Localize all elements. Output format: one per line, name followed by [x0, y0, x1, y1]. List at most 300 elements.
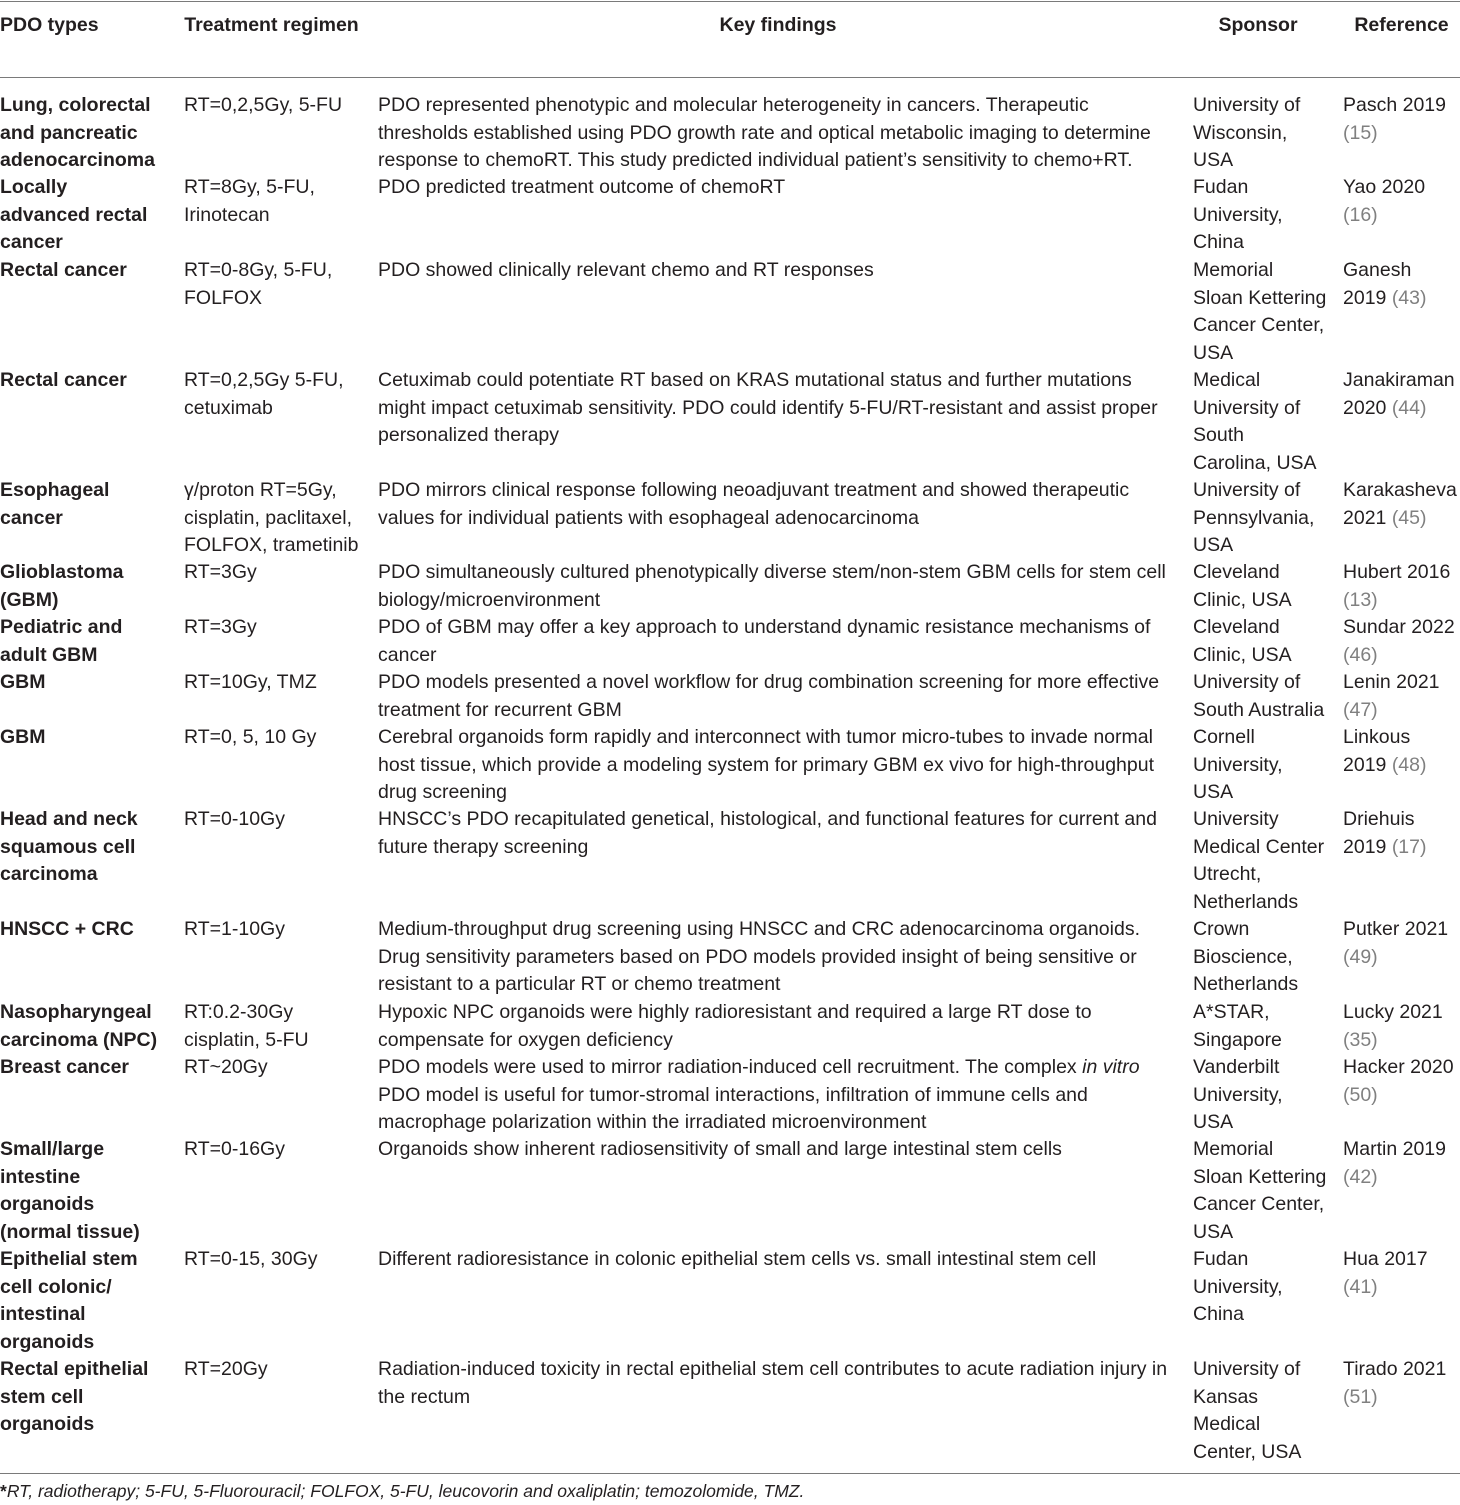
table-bottom-rule [0, 1473, 1460, 1474]
treatment-cell [184, 92, 369, 120]
findings-line: compensate for oxygen deficiency [378, 1028, 673, 1051]
reference-citation-link[interactable]: (17) [1391, 835, 1427, 858]
sponsor-line: Carolina, USA [1193, 451, 1317, 474]
sponsor-cell [1193, 669, 1333, 724]
reference-line [1343, 367, 1460, 395]
reference-author-year: Martin 2019 [1343, 1138, 1446, 1160]
reference-author-year: Driehuis [1343, 808, 1415, 830]
treatment-line: cisplatin, 5-FU [184, 1028, 309, 1051]
sponsor-line: South [1193, 424, 1244, 446]
sponsor-line: USA [1193, 1111, 1234, 1133]
findings-line: resistant to a particular RT or chemo treatment [378, 973, 781, 995]
findings-cell [378, 1246, 1178, 1274]
sponsor-line: Wisconsin, [1193, 121, 1288, 144]
sponsor-cell [1193, 477, 1333, 560]
reference-citation-link[interactable]: (45) [1391, 506, 1427, 529]
reference-citation-link[interactable]: (48) [1391, 753, 1427, 776]
sponsor-line: USA [1193, 534, 1234, 556]
sponsor-cell [1193, 1136, 1333, 1246]
sponsor-line: Singapore [1193, 1028, 1282, 1051]
sponsor-line: Crown [1193, 918, 1250, 940]
pdo-type-line: Rectal cancer [0, 259, 127, 281]
findings-cell [378, 916, 1178, 999]
reference-author-year: Yao 2020 [1343, 176, 1426, 198]
pdo-type-line: Rectal epithelial [0, 1358, 149, 1380]
treatment-line: RT=0,2,5Gy 5-FU, [184, 369, 344, 391]
reference-line [1343, 642, 1460, 670]
reference-citation-link[interactable]: (49) [1343, 945, 1378, 968]
sponsor-cell [1193, 916, 1333, 999]
pdo-type-line: cancer [0, 231, 63, 253]
findings-line: PDO model is useful for tumor-stromal interactions, infiltration of immune cells and [378, 1083, 1088, 1106]
sponsor-line: Clinic, USA [1193, 588, 1292, 611]
pdo-type-cell [0, 257, 175, 285]
sponsor-line: University, [1193, 203, 1283, 226]
treatment-line: RT=0, 5, 10 Gy [184, 726, 317, 748]
pdo-type-line: HNSCC + CRC [0, 918, 134, 940]
pdo-type-cell [0, 669, 175, 697]
findings-line: macrophage polarization within the irradiated microenvironment [378, 1111, 927, 1133]
findings-italic-text: in vitro [1082, 1056, 1140, 1078]
sponsor-line: Cleveland [1193, 616, 1280, 638]
header-sponsor: Sponsor [1218, 14, 1298, 36]
reference-year: 2019 [1343, 835, 1387, 858]
reference-line [1343, 834, 1460, 862]
sponsor-line: University of [1193, 479, 1301, 501]
sponsor-line: Memorial [1193, 259, 1274, 281]
sponsor-line: Cancer Center, [1193, 314, 1325, 336]
pdo-type-line: (GBM) [0, 588, 59, 611]
reference-line [1343, 697, 1460, 725]
sponsor-line: University of [1193, 671, 1301, 693]
treatment-line: cisplatin, paclitaxel, [184, 506, 352, 529]
reference-cell [1343, 1054, 1460, 1109]
reference-author-year: Lenin 2021 [1343, 671, 1440, 693]
reference-citation-link[interactable]: (50) [1343, 1083, 1378, 1106]
header-reference: Reference [1354, 14, 1449, 36]
reference-cell [1343, 1356, 1460, 1411]
findings-cell [378, 174, 1178, 202]
treatment-cell [184, 1356, 369, 1384]
sponsor-cell [1193, 257, 1333, 367]
treatment-cell [184, 1136, 369, 1164]
findings-line: PDO mirrors clinical response following neoadjuvant treatment and showed therapeutic [378, 479, 1130, 501]
sponsor-line: Memorial [1193, 1138, 1274, 1160]
sponsor-line: Clinic, USA [1193, 643, 1292, 666]
reference-line [1343, 174, 1460, 202]
reference-citation-link[interactable]: (15) [1343, 121, 1378, 144]
footnote-text: RT, radiotherapy; 5-FU, 5-Fluorouracil; FOLFOX, 5-FU, leucovorin and oxaliplatin; temozolomide, TMZ. [6, 1481, 805, 1501]
treatment-line: RT=0-16Gy [184, 1138, 285, 1160]
sponsor-line: Utrecht, [1193, 863, 1262, 885]
reference-cell [1343, 1246, 1460, 1301]
reference-line [1343, 614, 1460, 642]
sponsor-line: USA [1193, 1220, 1234, 1243]
sponsor-cell [1193, 806, 1333, 916]
pdo-type-cell [0, 1246, 175, 1356]
pdo-type-line: Breast cancer [0, 1056, 129, 1078]
findings-cell [378, 559, 1178, 614]
sponsor-line: Medical Center [1193, 835, 1325, 858]
reference-line [1343, 806, 1460, 834]
sponsor-cell [1193, 1246, 1333, 1329]
findings-line: Organoids show inherent radiosensitivity of small and large intestinal stem cells [378, 1138, 1062, 1160]
reference-line [1343, 999, 1460, 1027]
findings-line: might impact cetuximab sensitivity. PDO could identify 5-FU/RT-resistant and assist proper [378, 396, 1158, 419]
reference-line [1343, 1246, 1460, 1274]
reference-citation-link[interactable]: (42) [1343, 1165, 1378, 1188]
pdo-type-line: stem cell [0, 1385, 84, 1408]
treatment-line: RT:0.2-30Gy [184, 1001, 294, 1023]
reference-citation-link[interactable]: (46) [1343, 643, 1378, 666]
findings-line: Radiation-induced toxicity in rectal epithelial stem cell contributes to acute radiation injury in [378, 1358, 1168, 1380]
sponsor-cell [1193, 724, 1333, 807]
treatment-cell [184, 559, 369, 587]
findings-text: PDO models were used to mirror radiation-induced cell recruitment. The complex [378, 1056, 1083, 1078]
findings-line: PDO simultaneously cultured phenotypically diverse stem/non-stem GBM cells for stem cell [378, 561, 1166, 583]
sponsor-cell [1193, 559, 1333, 614]
findings-cell [378, 669, 1178, 724]
footnote-mark: * [0, 1481, 7, 1501]
header-treatment-regimen: Treatment regimen [184, 14, 359, 36]
sponsor-line: China [1193, 1303, 1244, 1325]
sponsor-line: University of [1193, 1358, 1301, 1380]
pdo-type-cell [0, 1356, 175, 1439]
findings-cell [378, 999, 1178, 1054]
sponsor-line: Bioscience, [1193, 945, 1293, 968]
treatment-line: RT=8Gy, 5-FU, [184, 176, 315, 198]
treatment-line: RT=10Gy, TMZ [184, 671, 317, 693]
footnote [0, 1481, 804, 1502]
reference-line [1343, 1054, 1460, 1082]
pdo-type-line: Rectal cancer [0, 369, 127, 391]
findings-line: PDO represented phenotypic and molecular heterogeneity in cancers. Therapeutic [378, 94, 1089, 116]
reference-line [1343, 1164, 1460, 1192]
pdo-type-cell [0, 999, 175, 1054]
treatment-line: RT=0-10Gy [184, 808, 285, 830]
reference-cell [1343, 916, 1460, 971]
sponsor-line: Cornell [1193, 726, 1255, 748]
sponsor-line: Vanderbilt [1193, 1056, 1280, 1078]
pdo-type-line: Small/large [0, 1138, 105, 1160]
findings-line: response to chemoRT. This study predicted individual patient’s sensitivity to chemo+RT. [378, 149, 1133, 171]
findings-line: treatment for recurrent GBM [378, 698, 622, 721]
sponsor-line: University of [1193, 396, 1301, 419]
reference-cell [1343, 174, 1460, 229]
pdo-type-cell [0, 724, 175, 752]
sponsor-cell [1193, 614, 1333, 669]
findings-line [378, 1054, 1178, 1082]
reference-author-year: Linkous [1343, 726, 1411, 748]
table-top-rule [0, 1, 1460, 2]
reference-author-year: Putker 2021 [1343, 918, 1449, 940]
pdo-type-line: carcinoma (NPC) [0, 1028, 158, 1051]
treatment-cell [184, 367, 369, 422]
reference-author-year: Hua 2017 [1343, 1248, 1428, 1270]
findings-line: biology/microenvironment [378, 588, 601, 611]
sponsor-line: Kansas [1193, 1385, 1259, 1408]
reference-citation-link[interactable]: (16) [1343, 203, 1378, 226]
reference-author-year: Sundar 2022 [1343, 616, 1455, 638]
sponsor-line: A*STAR, [1193, 1001, 1270, 1023]
pdo-type-cell [0, 1136, 175, 1246]
pdo-type-line: cell colonic/ [0, 1275, 112, 1298]
reference-cell [1343, 559, 1460, 614]
sponsor-cell [1193, 1054, 1333, 1137]
reference-author-year: Hacker 2020 [1343, 1056, 1454, 1078]
reference-line [1343, 724, 1460, 752]
treatment-line: RT=1-10Gy [184, 918, 285, 940]
reference-line [1343, 752, 1460, 780]
reference-line [1343, 202, 1460, 230]
findings-line: Cerebral organoids form rapidly and interconnect with tumor micro-tubes to invade normal [378, 726, 1153, 748]
reference-line [1343, 1384, 1460, 1412]
pdo-type-line: adenocarcinoma [0, 149, 155, 171]
sponsor-line: University, [1193, 1083, 1283, 1106]
reference-citation-link[interactable]: (43) [1391, 286, 1427, 309]
sponsor-line: University [1193, 808, 1279, 830]
findings-line: values for individual patients with esophageal adenocarcinoma [378, 506, 919, 529]
sponsor-line: Cleveland [1193, 561, 1280, 583]
findings-line: PDO predicted treatment outcome of chemoRT [378, 176, 786, 198]
treatment-cell [184, 999, 369, 1054]
treatment-line: RT=0-8Gy, 5-FU, [184, 259, 333, 281]
findings-line: drug screening [378, 781, 507, 803]
reference-line [1343, 1356, 1460, 1384]
reference-author-year: Lucky 2021 [1343, 1001, 1443, 1023]
pdo-type-line: carcinoma [0, 863, 98, 885]
reference-year: 2021 [1343, 506, 1387, 529]
pdo-type-line: Glioblastoma [0, 561, 124, 583]
treatment-line: cetuximab [184, 396, 273, 419]
pdo-type-line: cancer [0, 506, 63, 529]
reference-line [1343, 1274, 1460, 1302]
reference-author-year: Ganesh [1343, 259, 1412, 281]
reference-line [1343, 1027, 1460, 1055]
pdo-type-line: GBM [0, 726, 46, 748]
findings-line: PDO models presented a novel workflow for drug combination screening for more effective [378, 671, 1160, 693]
header-key-findings: Key findings [719, 14, 837, 36]
sponsor-line: Netherlands [1193, 890, 1299, 913]
findings-line: PDO showed clinically relevant chemo and RT responses [378, 259, 874, 281]
findings-cell [378, 367, 1178, 450]
treatment-cell [184, 614, 369, 642]
reference-line [1343, 1082, 1460, 1110]
pdo-type-cell [0, 367, 175, 395]
findings-line: Medium-throughput drug screening using HNSCC and CRC adenocarcinoma organoids. [378, 918, 1140, 940]
sponsor-line: Center, USA [1193, 1440, 1302, 1463]
treatment-cell [184, 669, 369, 697]
treatment-line: RT=0-15, 30Gy [184, 1248, 318, 1270]
findings-line: HNSCC’s PDO recapitulated genetical, histological, and functional features for current and [378, 808, 1157, 830]
pdo-type-cell [0, 916, 175, 944]
reference-line [1343, 669, 1460, 697]
pdo-type-line: and pancreatic [0, 121, 138, 144]
reference-cell [1343, 257, 1460, 312]
treatment-cell [184, 477, 369, 560]
pdo-type-line: organoids [0, 1413, 95, 1435]
reference-cell [1343, 724, 1460, 779]
sponsor-line: USA [1193, 781, 1234, 803]
findings-cell [378, 1136, 1178, 1164]
sponsor-line: Medical [1193, 369, 1261, 391]
reference-line [1343, 505, 1460, 533]
sponsor-cell [1193, 1356, 1333, 1466]
treatment-line: FOLFOX, trametinib [184, 534, 359, 556]
sponsor-line: University, [1193, 753, 1283, 776]
pdo-type-line: adult GBM [0, 643, 98, 666]
reference-line [1343, 1136, 1460, 1164]
reference-cell [1343, 669, 1460, 724]
reference-citation-link[interactable]: (44) [1391, 396, 1427, 419]
reference-line [1343, 587, 1460, 615]
pdo-type-cell [0, 559, 175, 614]
header-rule [0, 77, 1460, 78]
treatment-line: RT=3Gy [184, 616, 257, 638]
sponsor-cell [1193, 92, 1333, 175]
reference-citation-link[interactable]: (13) [1343, 588, 1378, 611]
sponsor-line: University, [1193, 1275, 1283, 1298]
reference-citation-link[interactable]: (35) [1343, 1028, 1378, 1051]
treatment-line: Irinotecan [184, 203, 270, 226]
pdo-type-line: Nasopharyngeal [0, 1001, 152, 1023]
reference-cell [1343, 614, 1460, 669]
reference-cell [1343, 1136, 1460, 1191]
findings-line: Cetuximab could potentiate RT based on KRAS mutational status and further mutations [378, 369, 1132, 391]
findings-line: Drug sensitivity parameters based on PDO models provided insight of being sensitive or [378, 945, 1137, 968]
treatment-cell [184, 1246, 369, 1274]
pdo-type-cell [0, 92, 175, 175]
treatment-cell [184, 806, 369, 834]
reference-year: 2019 [1343, 753, 1387, 776]
reference-author-year: Karakasheva [1343, 479, 1457, 501]
findings-line: host tissue, which provide a modeling system for primary GBM ex vivo for high-throughput [378, 753, 1155, 776]
treatment-line: γ/proton RT=5Gy, [184, 479, 337, 501]
pdo-type-line: GBM [0, 671, 46, 693]
reference-citation-link[interactable]: (41) [1343, 1275, 1378, 1298]
reference-line [1343, 285, 1460, 313]
sponsor-line: USA [1193, 341, 1234, 364]
findings-cell [378, 806, 1178, 861]
pdo-type-line: Esophageal [0, 479, 110, 501]
pdo-type-line: (normal tissue) [0, 1220, 140, 1243]
findings-line: cancer [378, 643, 437, 666]
reference-line [1343, 257, 1460, 285]
findings-cell [378, 1054, 1178, 1137]
treatment-cell [184, 1054, 369, 1082]
treatment-line: FOLFOX [184, 286, 263, 309]
pdo-type-cell [0, 614, 175, 669]
sponsor-line: Medical [1193, 1413, 1261, 1435]
sponsor-line: Sloan Kettering [1193, 286, 1327, 309]
sponsor-line: USA [1193, 149, 1234, 171]
sponsor-line: Netherlands [1193, 973, 1299, 995]
treatment-cell [184, 724, 369, 752]
reference-cell [1343, 367, 1460, 422]
reference-author-year: Janakiraman [1343, 369, 1455, 391]
findings-line: future therapy screening [378, 835, 589, 858]
pdo-type-line: Locally [0, 176, 68, 198]
sponsor-line: Cancer Center, [1193, 1193, 1325, 1215]
treatment-line: RT~20Gy [184, 1056, 268, 1078]
reference-line [1343, 477, 1460, 505]
reference-cell [1343, 806, 1460, 861]
treatment-cell [184, 174, 369, 229]
findings-line: PDO of GBM may offer a key approach to understand dynamic resistance mechanisms of [378, 616, 1151, 638]
reference-citation-link[interactable]: (51) [1343, 1385, 1378, 1408]
pdo-type-line: Pediatric and [0, 616, 123, 638]
findings-line: the rectum [378, 1385, 471, 1408]
header-pdo-types: PDO types [0, 14, 99, 36]
pdo-type-cell [0, 1054, 175, 1082]
sponsor-line: China [1193, 231, 1244, 253]
sponsor-line: Pennsylvania, [1193, 506, 1315, 529]
sponsor-cell [1193, 367, 1333, 477]
pdo-type-line: Head and neck [0, 808, 138, 830]
sponsor-line: University of [1193, 94, 1301, 116]
pdo-type-line: squamous cell [0, 835, 136, 858]
findings-line: Hypoxic NPC organoids were highly radioresistant and required a large RT dose to [378, 1001, 1092, 1023]
pdo-type-cell [0, 174, 175, 257]
sponsor-cell [1193, 999, 1333, 1054]
sponsor-line: Fudan [1193, 1248, 1249, 1270]
reference-line [1343, 559, 1460, 587]
reference-line [1343, 120, 1460, 148]
reference-citation-link[interactable]: (47) [1343, 698, 1378, 721]
findings-cell [378, 1356, 1178, 1411]
sponsor-line: Sloan Kettering [1193, 1165, 1327, 1188]
findings-line: thresholds established using PDO growth rate and optical metabolic imaging to determine [378, 121, 1151, 144]
pdo-type-line: advanced rectal [0, 203, 148, 226]
pdo-type-line: intestine [0, 1165, 81, 1188]
reference-cell [1343, 999, 1460, 1054]
pdo-type-cell [0, 806, 175, 889]
reference-line [1343, 395, 1460, 423]
pdo-type-line: Epithelial stem [0, 1248, 138, 1270]
treatment-line: RT=20Gy [184, 1358, 268, 1380]
reference-line [1343, 92, 1460, 120]
treatment-line: RT=3Gy [184, 561, 257, 583]
reference-line [1343, 916, 1460, 944]
reference-author-year: Hubert 2016 [1343, 561, 1451, 583]
treatment-line: RT=0,2,5Gy, 5-FU [184, 94, 343, 116]
pdo-type-line: Lung, colorectal [0, 94, 151, 116]
pdo-type-line: intestinal [0, 1303, 86, 1325]
reference-year: 2019 [1343, 286, 1387, 309]
reference-year: 2020 [1343, 396, 1387, 419]
sponsor-line: South Australia [1193, 698, 1325, 721]
reference-author-year: Tirado 2021 [1343, 1358, 1447, 1380]
reference-cell [1343, 477, 1460, 532]
findings-cell [378, 92, 1178, 175]
findings-line: Different radioresistance in colonic epithelial stem cells vs. small intestinal stem cell [378, 1248, 1097, 1270]
findings-cell [378, 724, 1178, 807]
findings-line: personalized therapy [378, 424, 560, 446]
pdo-type-line: organoids [0, 1330, 95, 1353]
findings-cell [378, 614, 1178, 669]
findings-cell [378, 257, 1178, 285]
sponsor-line: Fudan [1193, 176, 1249, 198]
reference-cell [1343, 92, 1460, 147]
reference-line [1343, 944, 1460, 972]
pdo-type-cell [0, 477, 175, 532]
reference-author-year: Pasch 2019 [1343, 94, 1446, 116]
sponsor-cell [1193, 174, 1333, 257]
treatment-cell [184, 916, 369, 944]
findings-cell [378, 477, 1178, 532]
pdo-type-line: organoids [0, 1193, 95, 1215]
treatment-cell [184, 257, 369, 312]
